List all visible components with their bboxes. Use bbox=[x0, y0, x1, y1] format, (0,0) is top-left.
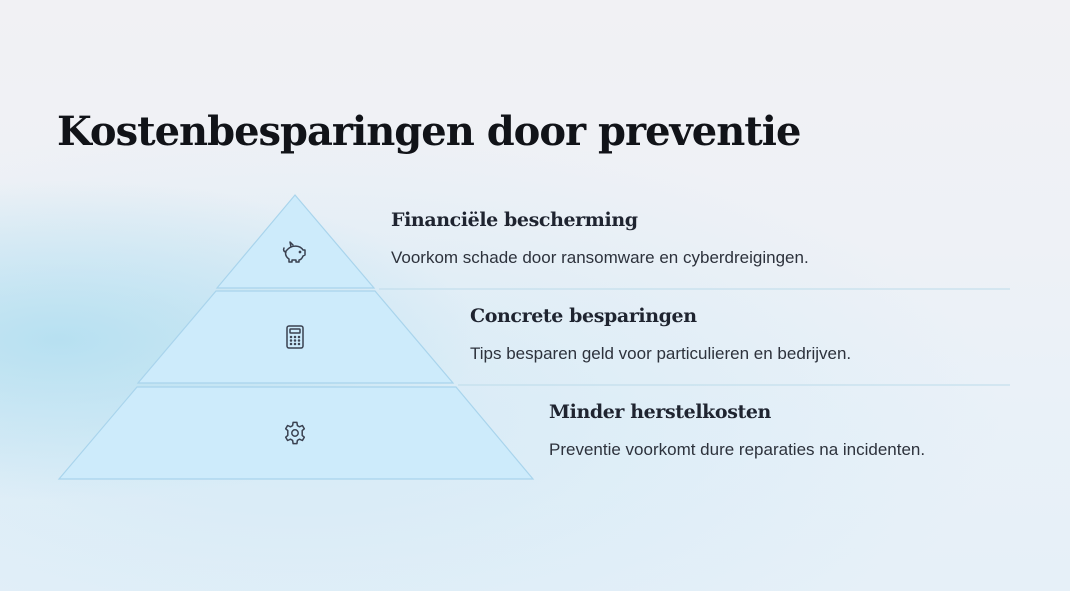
tier-2-description: Tips besparen geld voor particulieren en bedrijven. bbox=[470, 344, 852, 363]
pyramid-tier-1 bbox=[217, 195, 374, 288]
pyramid-tier-3 bbox=[59, 387, 533, 479]
tier-1-description: Voorkom schade door ransomware en cyberdreigingen. bbox=[391, 248, 809, 267]
tier-1-title: Financiële bescherming bbox=[391, 209, 638, 231]
tier-3-title: Minder herstelkosten bbox=[549, 401, 771, 423]
tier-3-description: Preventie voorkomt dure reparaties na incidenten. bbox=[549, 440, 926, 459]
tier-2-title: Concrete besparingen bbox=[470, 305, 697, 327]
page-title: Kostenbesparingen door preventie bbox=[57, 108, 801, 155]
